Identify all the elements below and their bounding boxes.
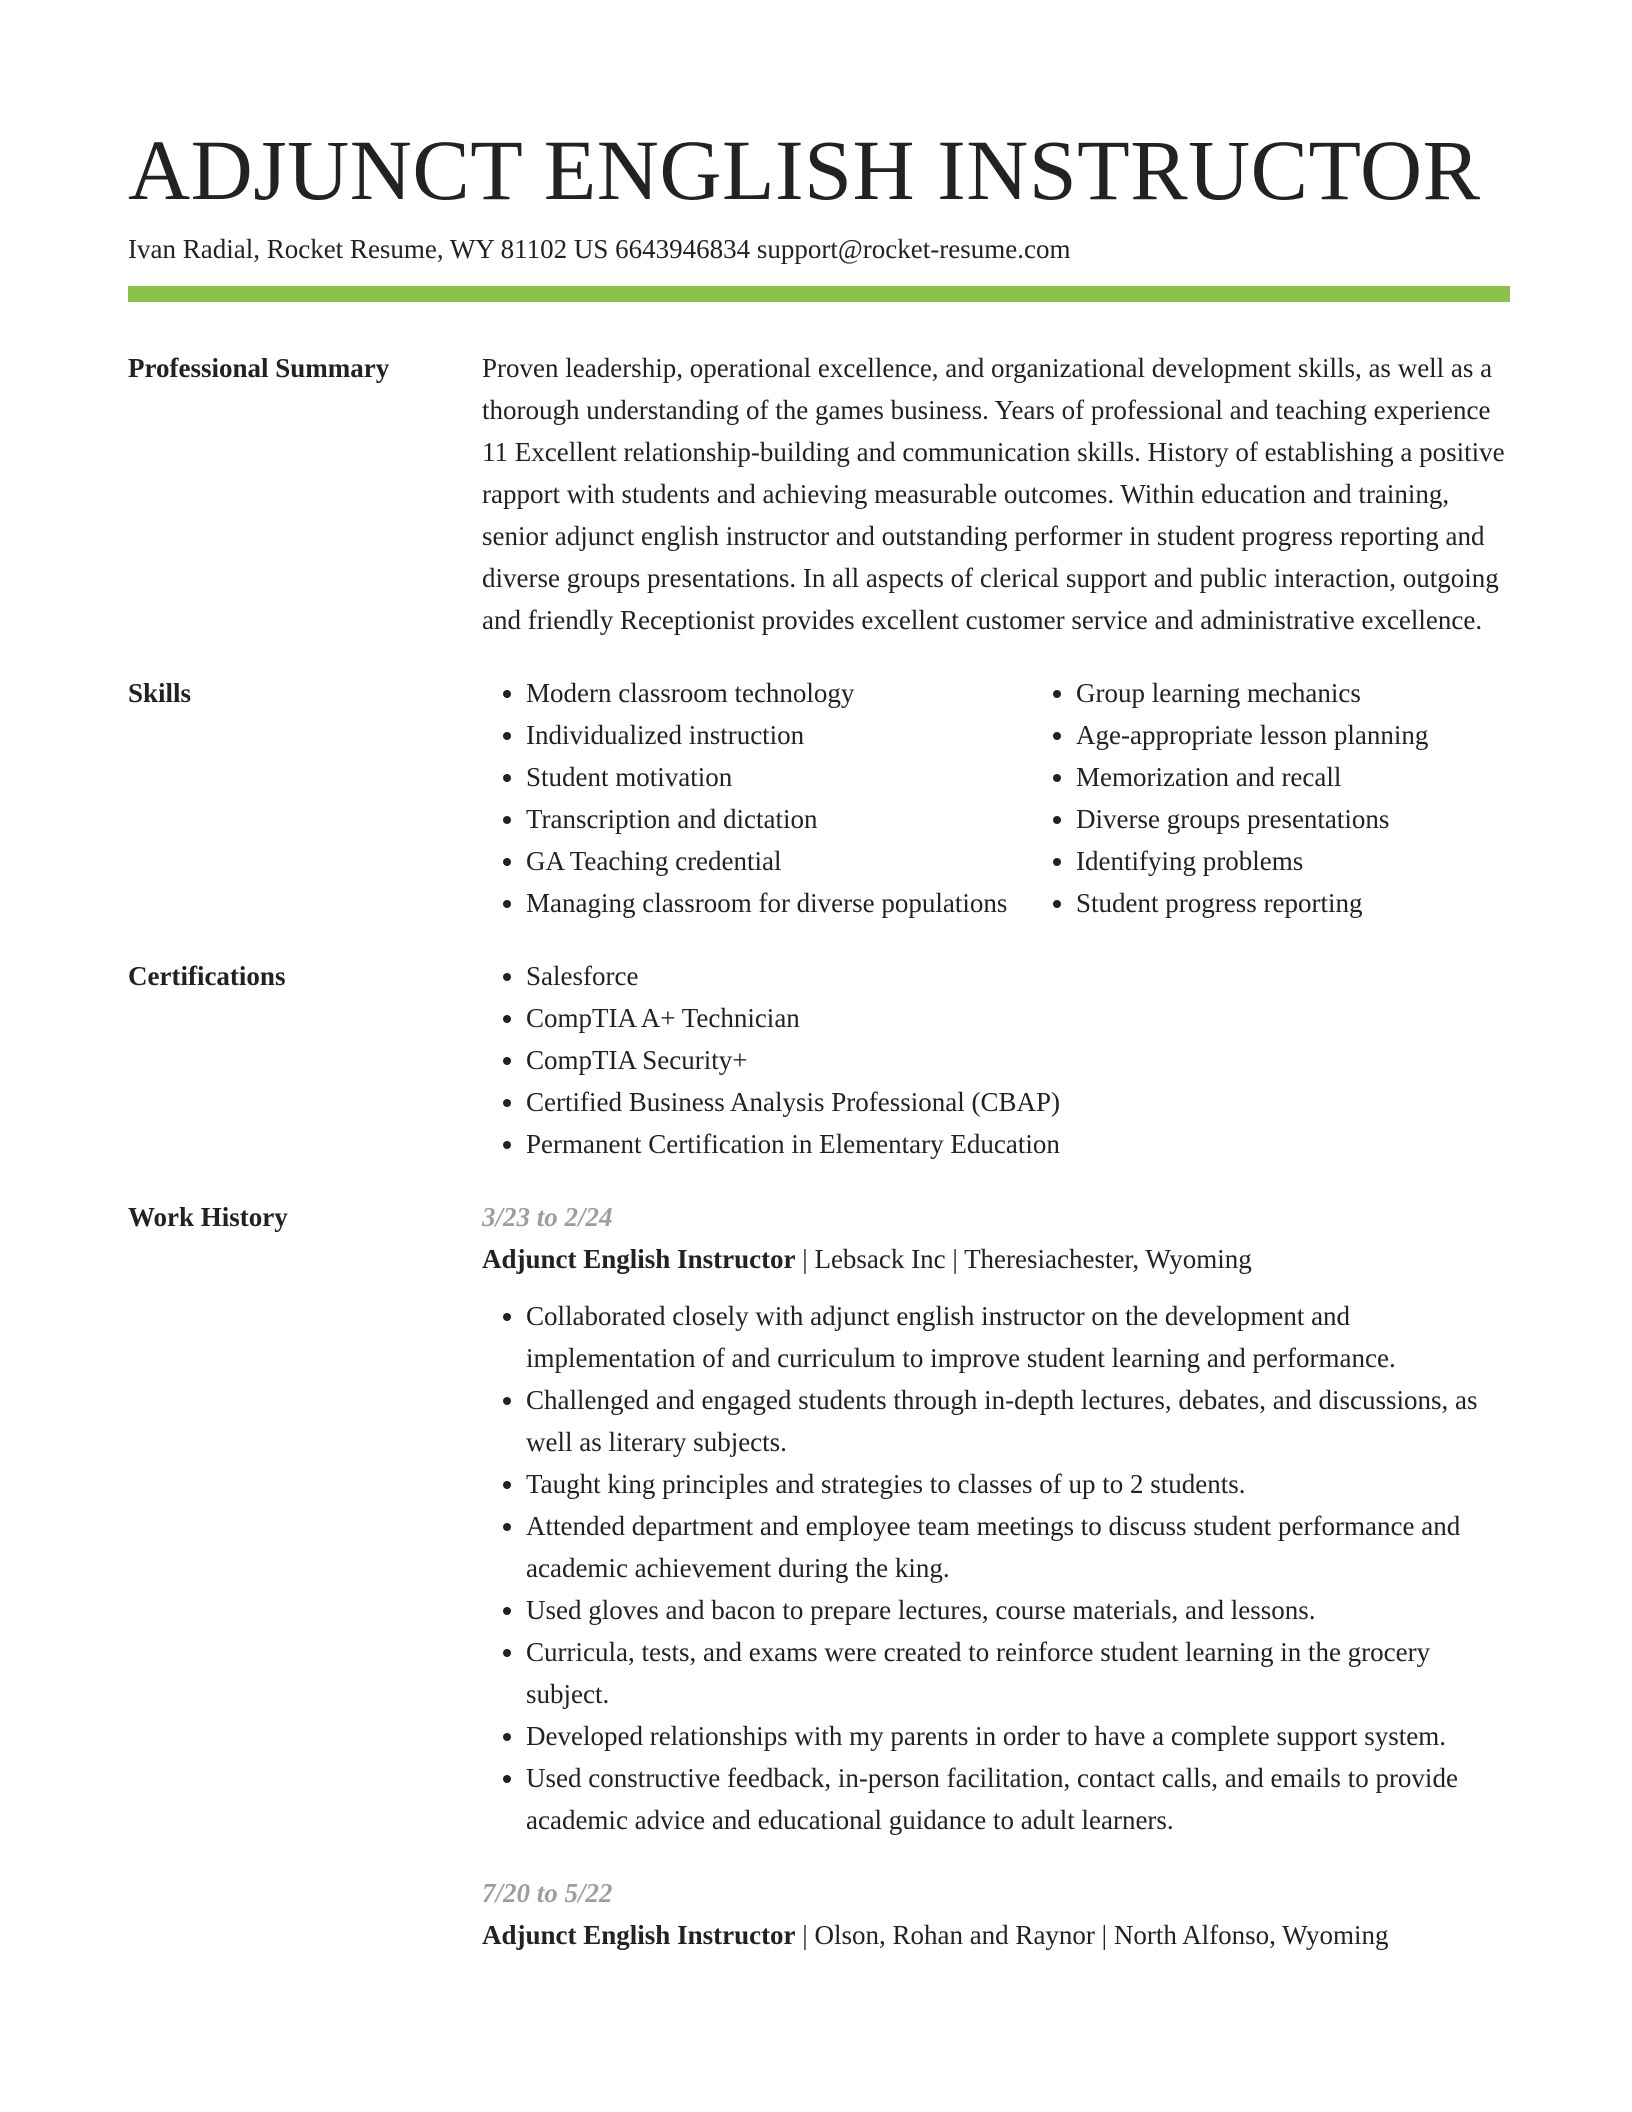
summary-text: Proven leadership, operational excellence, and organizational development skills, as well as a thorough understanding of the games business. Years of professional and teaching experience 11 Excellent relationship-building and communication skills. History of establishing a positive rapport with students and achieving measurable outcomes. Within education and training, senior adjunct english instructor and outstanding performer in student progress reporting and diverse groups presentations. In all aspects of clerical support and public interaction, outgoing and friendly Receptionist provides excellent customer service and administrative excellence. bbox=[482, 353, 1505, 635]
job-bullet: • Challenged and engaged students through in-depth lectures, debates, and discussions, as well as literary subjects. bbox=[526, 1379, 1510, 1463]
skill-item: • Identifying problems bbox=[1076, 840, 1546, 882]
skill-item: • Managing classroom for diverse populations bbox=[526, 882, 1032, 924]
certifications-label: Certifications bbox=[128, 961, 286, 991]
skill-item: • Memorization and recall bbox=[1076, 756, 1546, 798]
job-company: Lebsack Inc bbox=[814, 1244, 946, 1274]
skill-item: • Age-appropriate lesson planning bbox=[1076, 714, 1546, 756]
job-location: North Alfonso, Wyoming bbox=[1113, 1920, 1389, 1950]
skills-section bbox=[128, 672, 1510, 924]
resume-title: ADJUNCT ENGLISH INSTRUCTOR bbox=[128, 122, 1481, 218]
accent-divider bbox=[128, 286, 1510, 302]
certification-item: • Certified Business Analysis Professional (CBAP) bbox=[526, 1081, 1510, 1123]
skills-list-right bbox=[1032, 672, 1546, 924]
resume-page bbox=[128, 120, 1510, 1956]
skill-item: • Transcription and dictation bbox=[526, 798, 1032, 840]
job-location: Theresiachester, Wyoming bbox=[964, 1244, 1252, 1274]
skills-label: Skills bbox=[128, 678, 192, 708]
skill-item: • Student motivation bbox=[526, 756, 1032, 798]
job-headline: Adjunct English Instructor | Lebsack Inc | Theresiachester, Wyoming bbox=[482, 1244, 1252, 1274]
skill-item: • GA Teaching credential bbox=[526, 840, 1032, 882]
summary-section bbox=[128, 347, 1510, 641]
job-bullet: • Curricula, tests, and exams were created to reinforce student learning in the grocery subject. bbox=[526, 1631, 1510, 1715]
skills-list-left bbox=[482, 672, 1032, 924]
work-history-label: Work History bbox=[128, 1202, 288, 1232]
summary-label: Professional Summary bbox=[128, 353, 390, 383]
job-bullet: • Used gloves and bacon to prepare lectures, course materials, and lessons. bbox=[526, 1589, 1510, 1631]
job-bullet: • Attended department and employee team meetings to discuss student performance and academic achievement during the king. bbox=[526, 1505, 1510, 1589]
job-entry bbox=[482, 1872, 1510, 1956]
certification-item: • CompTIA Security+ bbox=[526, 1039, 1510, 1081]
contact-line: Ivan Radial, Rocket Resume, WY 81102 US 6643946834 support@rocket-resume.com bbox=[128, 234, 1071, 264]
job-bullet: • Taught king principles and strategies to classes of up to 2 students. bbox=[526, 1463, 1510, 1505]
job-bullet: • Used constructive feedback, in-person facilitation, contact calls, and emails to provide academic advice and educational guidance to adult learners. bbox=[526, 1757, 1510, 1841]
skill-item: • Individualized instruction bbox=[526, 714, 1032, 756]
skill-item: • Group learning mechanics bbox=[1076, 672, 1546, 714]
job-dates: 3/23 to 2/24 bbox=[482, 1202, 613, 1232]
job-title: Adjunct English Instructor bbox=[482, 1920, 796, 1950]
certifications-section bbox=[128, 955, 1510, 1165]
job-bullet: • Collaborated closely with adjunct english instructor on the development and implementation of and curriculum to improve student learning and performance. bbox=[526, 1295, 1510, 1379]
certifications-list bbox=[482, 955, 1510, 1165]
certification-item: • CompTIA A+ Technician bbox=[526, 997, 1510, 1039]
job-headline: Adjunct English Instructor | Olson, Rohan and Raynor | North Alfonso, Wyoming bbox=[482, 1920, 1389, 1950]
job-entry bbox=[482, 1196, 1510, 1841]
job-bullet: • Developed relationships with my parents in order to have a complete support system. bbox=[526, 1715, 1510, 1757]
skill-item: • Modern classroom technology bbox=[526, 672, 1032, 714]
job-company: Olson, Rohan and Raynor bbox=[814, 1920, 1095, 1950]
certification-item: • Salesforce bbox=[526, 955, 1510, 997]
job-title: Adjunct English Instructor bbox=[482, 1244, 796, 1274]
certification-item: • Permanent Certification in Elementary Education bbox=[526, 1123, 1510, 1165]
skill-item: • Student progress reporting bbox=[1076, 882, 1546, 924]
job-bullets bbox=[482, 1295, 1510, 1841]
work-history-section bbox=[128, 1196, 1510, 1956]
job-dates: 7/20 to 5/22 bbox=[482, 1878, 613, 1908]
skill-item: • Diverse groups presentations bbox=[1076, 798, 1546, 840]
